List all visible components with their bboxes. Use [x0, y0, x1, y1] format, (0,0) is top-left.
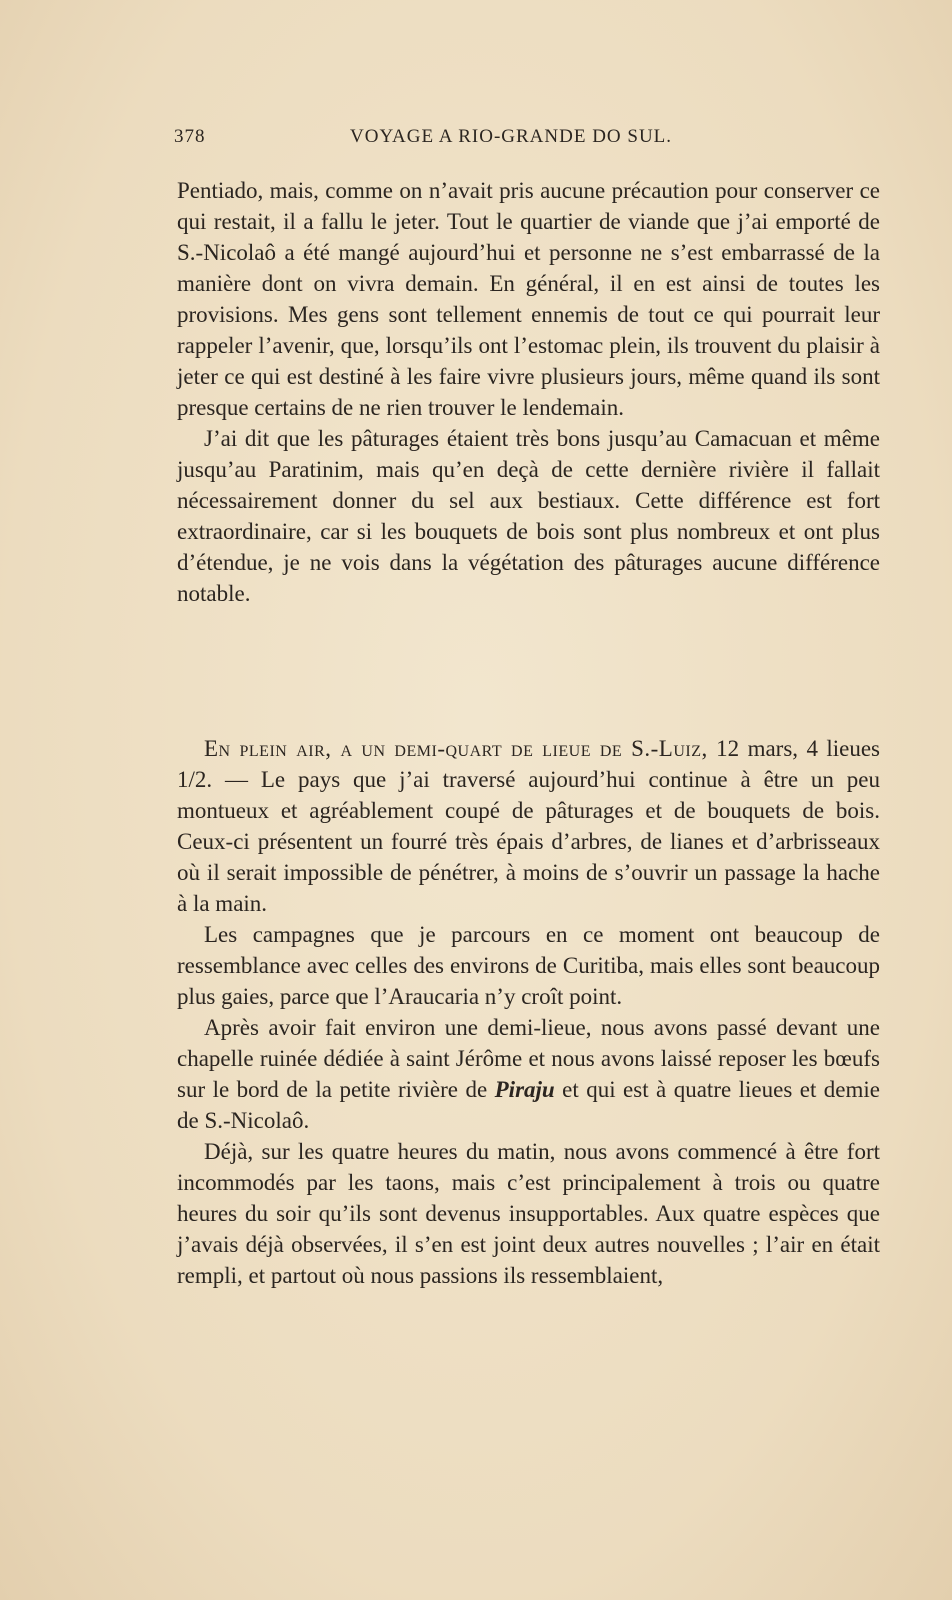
entry-heading: En plein air, a un demi-quart de lieue de S.-Luiz, [204, 736, 708, 761]
running-title: VOYAGE A RIO-GRANDE DO SUL. [350, 126, 673, 147]
paragraph: Pentiado, mais, comme on n’avait pris aucune précaution pour conserver ce qui restait, il a fallu le jeter. Tout le quartier de viande que j’ai emporté de S.-Nicolaô a été mangé aujourd’hui et personne ne s’est embarrassé de la manière dont on vivra demain. En général, il en est ainsi de toutes les provisions. Mes gens sont tellement ennemis de tout ce qui pourrait leur rappeler l’avenir, que, lorsqu’ils ont l’estomac plein, ils trouvent du plaisir à jeter ce qui est destiné à les faire vivre plusieurs jours, même quand ils sont presque certains de ne rien trouver le lendemain. [177, 178, 880, 420]
entry-paragraph [177, 733, 880, 919]
paragraph [177, 1012, 880, 1136]
page-header [174, 126, 886, 156]
paragraph: Les campagnes que je parcours en ce moment ont beaucoup de ressemblance avec celles des environs de Curitiba, mais elles sont beaucoup plus gaies, parce que l’Araucaria n’y croît point. [177, 922, 880, 1009]
entry-text: 12 mars, 4 lieues 1/2. — Le pays que j’ai traversé aujourd’hui continue à être un peu montueux et agréablement coupé de pâturages et de bouquets de bois. Ceux-ci présentent un fourré très épais d’arbres, de lianes et d’arbrisseaux où il serait impossible de pénétrer, à moins de s’ouvrir un passage la hache à la main. [177, 736, 880, 916]
text-block-top [177, 175, 880, 609]
paragraph-text: Après avoir fait environ une demi-lieue, nous avons passé devant une chapelle ruinée dédiée à saint Jérôme et nous avons laissé reposer les bœufs sur le bord de la petite rivière de [177, 1015, 880, 1102]
text-block-entry [177, 733, 880, 1291]
paragraph: J’ai dit que les pâturages étaient très bons jusqu’au Camacuan et même jusqu’au Paratinim, mais qu’en deçà de cette dernière rivière il fallait nécessairement donner du sel aux bestiaux. Cette différence est fort extraordinaire, car si les bouquets de bois sont plus nombreux et ont plus d’étendue, je ne vois dans la végétation des pâturages aucune différence notable. [177, 426, 880, 606]
page-number: 378 [174, 126, 206, 147]
paragraph-text: et qui est à quatre lieues et demie de S.-Nicolaô. [177, 1077, 880, 1133]
paragraph: Déjà, sur les quatre heures du matin, nous avons commencé à être fort incommodés par les taons, mais c’est principalement à trois ou quatre heures du soir qu’ils sont devenus insupportables. Aux quatre espèces que j’avais déjà observées, il s’en est joint deux autres nouvelles ; l’air en était rempli, et partout où nous passions ils ressemblaient, [177, 1139, 880, 1288]
place-name-italic: Piraju [494, 1077, 555, 1102]
